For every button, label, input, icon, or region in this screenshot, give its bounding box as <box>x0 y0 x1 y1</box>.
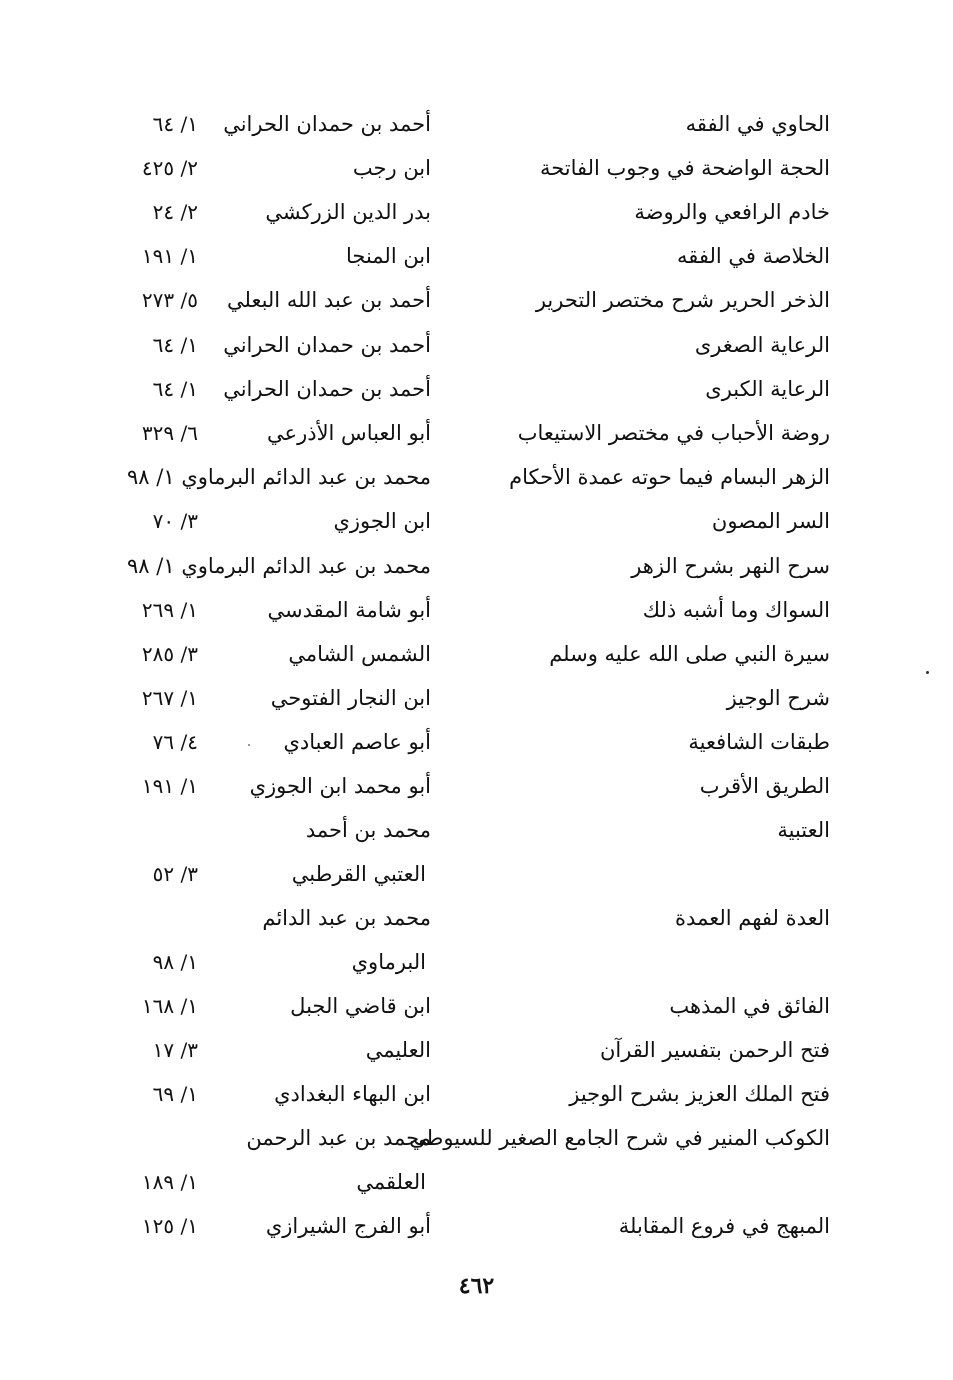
index-entry <box>0 722 953 762</box>
book-title: سرح النهر بشرح الزهر <box>631 554 830 578</box>
book-title: المبهج في فروع المقابلة <box>618 1214 830 1238</box>
volume-page-ref: ٢/ ٤٢٥ <box>141 156 198 180</box>
book-title: فتح الملك العزيز بشرح الوجيز <box>569 1082 830 1106</box>
book-author: محمد بن عبد الدائم البرماوي ١/ ٩٨ <box>127 554 431 578</box>
index-entry <box>0 810 953 850</box>
book-title: فتح الرحمن بتفسير القرآن <box>599 1038 830 1062</box>
volume-page-ref: ١/ ١٩١ <box>141 244 198 268</box>
book-author: بدر الدين الزركشي <box>265 200 431 224</box>
book-author: ابن البهاء البغدادي <box>274 1082 431 1106</box>
index-entry <box>0 942 953 982</box>
book-author: أحمد بن حمدان الحراني <box>223 333 431 357</box>
book-title: روضة الأحباب في مختصر الاستيعاب <box>517 421 830 445</box>
book-author: العليمي <box>365 1038 431 1062</box>
book-title: العدة لفهم العمدة <box>675 906 830 930</box>
volume-page-ref: ١/ ١٢٥ <box>141 1214 198 1238</box>
index-entry <box>0 457 953 497</box>
index-entry <box>0 1074 953 1114</box>
book-title: السر المصون <box>711 509 830 533</box>
volume-page-ref: ١/ ٦٤ <box>152 333 198 357</box>
volume-page-ref: ١/ ٦٩ <box>152 1082 198 1106</box>
book-title: خادم الرافعي والروضة <box>634 200 830 224</box>
book-author: أبو شامة المقدسي <box>267 598 431 622</box>
index-entry <box>0 590 953 630</box>
book-author: ابن الجوزي <box>333 509 431 533</box>
volume-page-ref: ١/ ٢٦٧ <box>141 686 198 710</box>
index-entry <box>0 1118 953 1158</box>
book-title: الكوكب المنير في شرح الجامع الصغير للسيوطي <box>409 1126 830 1150</box>
volume-page-ref: ٣/ ٥٢ <box>152 862 198 886</box>
book-author: محمد بن عبد الرحمن <box>246 1126 431 1150</box>
index-entry <box>0 1030 953 1070</box>
book-author: الشمس الشامي <box>288 642 431 666</box>
volume-page-ref: ٥/ ٢٧٣ <box>141 288 198 312</box>
book-author: أبو الفرج الشيرازي <box>265 1214 431 1238</box>
volume-page-ref: ١/ ٦٤ <box>152 377 198 401</box>
book-author: ابن قاضي الجبل <box>290 994 431 1018</box>
index-entry <box>0 148 953 188</box>
index-entry <box>0 104 953 144</box>
book-author: ابن المنجا <box>345 244 431 268</box>
book-author: محمد بن عبد الدائم البرماوي ١/ ٩٨ <box>127 465 431 489</box>
page-number: ٤٦٢ <box>458 1273 495 1299</box>
volume-page-ref: ٣/ ١٧ <box>152 1038 198 1062</box>
book-author: العلقمي <box>356 1170 426 1194</box>
book-title: السواك وما أشبه ذلك <box>642 598 830 622</box>
index-entry <box>0 1206 953 1246</box>
index-entry <box>0 192 953 232</box>
volume-page-ref: ٦/ ٣٢٩ <box>141 421 198 445</box>
book-title: الحجة الواضحة في وجوب الفاتحة <box>539 156 830 180</box>
volume-page-ref: ١/ ٩٨ <box>152 950 198 974</box>
book-author: أحمد بن حمدان الحراني <box>223 112 431 136</box>
book-title: شرح الوجيز <box>726 686 830 710</box>
book-title: العتبية <box>777 818 830 842</box>
book-author: أبو محمد ابن الجوزي <box>249 774 431 798</box>
index-entry <box>0 766 953 806</box>
book-author: ابن النجار الفتوحي <box>270 686 431 710</box>
book-author: البرماوي <box>351 950 426 974</box>
volume-page-ref: ٣/ ٧٠ <box>152 509 198 533</box>
book-title: الرعاية الصغرى <box>694 333 830 357</box>
book-title: طبقات الشافعية <box>688 730 830 754</box>
index-entry <box>0 280 953 320</box>
volume-page-ref: ١/ ٢٦٩ <box>141 598 198 622</box>
index-entry <box>0 546 953 586</box>
book-title: الذخر الحرير شرح مختصر التحرير <box>535 288 830 312</box>
index-entry <box>0 369 953 409</box>
book-author: ابن رجب <box>352 156 431 180</box>
book-title: الخلاصة في الفقه <box>676 244 830 268</box>
index-entry <box>0 854 953 894</box>
book-author: محمد بن أحمد <box>305 818 431 842</box>
index-entry <box>0 236 953 276</box>
book-author: العتبي القرطبي <box>291 862 426 886</box>
index-entry <box>0 634 953 674</box>
volume-page-ref: ١/ ١٩١ <box>141 774 198 798</box>
book-title: الحاوي في الفقه <box>685 112 830 136</box>
book-author: أحمد بن حمدان الحراني <box>223 377 431 401</box>
index-entry <box>0 325 953 365</box>
book-title: الرعاية الكبرى <box>705 377 830 401</box>
book-title: الزهر البسام فيما حوته عمدة الأحكام <box>509 465 830 489</box>
index-entry <box>0 678 953 718</box>
book-author: أبو عاصم العبادي <box>283 730 431 754</box>
index-entry <box>0 986 953 1026</box>
volume-page-ref: ١/ ١٨٩ <box>141 1170 198 1194</box>
scan-speck <box>926 671 929 674</box>
book-author: أحمد بن عبد الله البعلي <box>226 288 431 312</box>
volume-page-ref: ٢/ ٢٤ <box>152 200 198 224</box>
index-entry <box>0 501 953 541</box>
scan-speck <box>248 744 250 746</box>
book-author: أبو العباس الأذرعي <box>267 421 431 445</box>
volume-page-ref: ٣/ ٢٨٥ <box>141 642 198 666</box>
book-title: الطريق الأقرب <box>699 774 830 798</box>
index-entry <box>0 413 953 453</box>
volume-page-ref: ٤/ ٧٦ <box>152 730 198 754</box>
book-title: الفائق في المذهب <box>669 994 830 1018</box>
index-entry <box>0 898 953 938</box>
book-title: سيرة النبي صلى الله عليه وسلم <box>549 642 830 666</box>
book-author: محمد بن عبد الدائم <box>262 906 431 930</box>
volume-page-ref: ١/ ٦٤ <box>152 112 198 136</box>
volume-page-ref: ١/ ١٦٨ <box>141 994 198 1018</box>
index-entry <box>0 1162 953 1202</box>
